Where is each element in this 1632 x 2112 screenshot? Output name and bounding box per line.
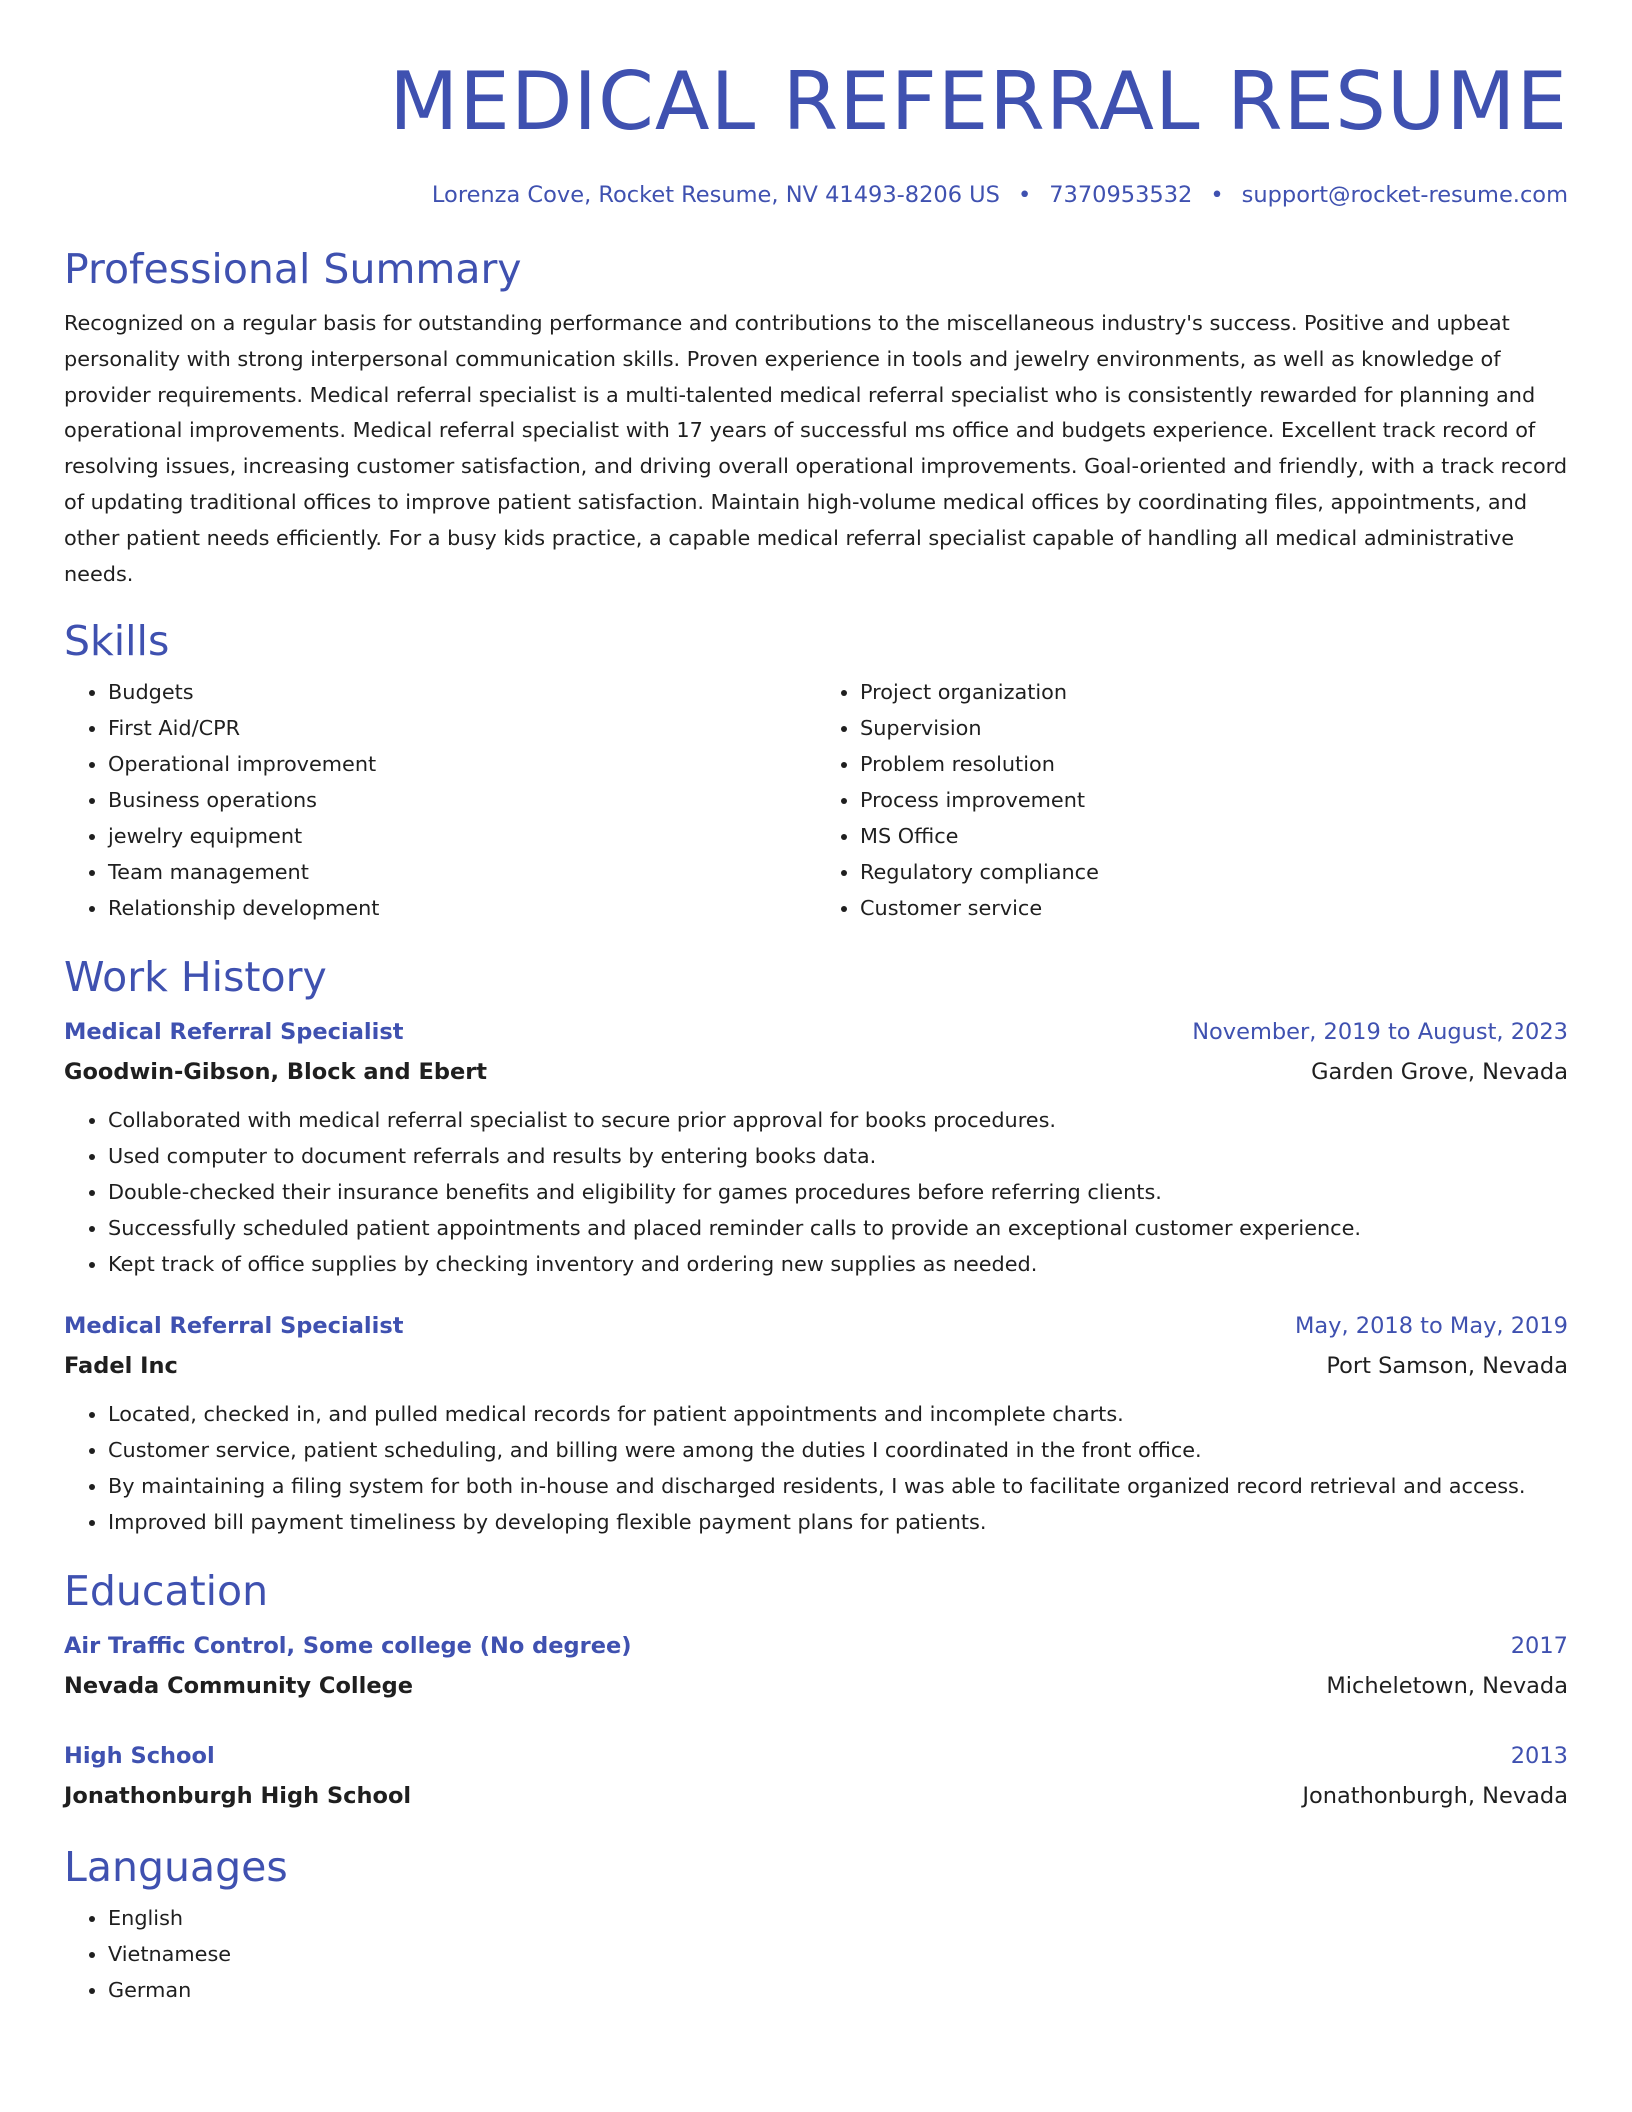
job-header — [64, 1306, 1568, 1346]
education-entry — [64, 1626, 1568, 1706]
skills-column-left — [64, 674, 816, 926]
education-heading: Education — [64, 1567, 269, 1616]
job-dates: November, 2019 to August, 2023 — [1192, 1019, 1568, 1046]
job-company: Goodwin-Gibson, Block and Ebert — [64, 1059, 488, 1086]
job-bullet: • By maintaining a filing system for both in-house and discharged residents, I was able to facilitate organized record retrieval and access. — [108, 1468, 1568, 1504]
job-company: Fadel Inc — [64, 1353, 178, 1380]
skill-item: • Business operations — [108, 782, 816, 818]
job-bullet: • Improved bill payment timeliness by developing flexible payment plans for patients. — [108, 1504, 1568, 1540]
job-bullets — [64, 1396, 1568, 1540]
education-school-row — [64, 1776, 1568, 1816]
education-header — [64, 1736, 1568, 1776]
skill-item: • Team management — [108, 854, 816, 890]
skills-column-right — [816, 674, 1568, 926]
skill-item: • MS Office — [860, 818, 1568, 854]
job-location: Port Samson, Nevada — [1326, 1353, 1568, 1380]
education-school: Nevada Community College — [64, 1673, 413, 1700]
skill-item: • Project organization — [860, 674, 1568, 710]
job-bullet: • Successfully scheduled patient appointments and placed reminder calls to provide an exceptional customer experience. — [108, 1210, 1568, 1246]
skill-item: • Relationship development — [108, 890, 816, 926]
skills-heading: Skills — [64, 617, 170, 666]
skill-item: • First Aid/CPR — [108, 710, 816, 746]
skill-item: • Regulatory compliance — [860, 854, 1568, 890]
languages-heading: Languages — [64, 1843, 288, 1892]
job-header — [64, 1012, 1568, 1052]
job-employer — [64, 1346, 1568, 1386]
education-school: Jonathonburgh High School — [64, 1783, 412, 1810]
job-title: Medical Referral Specialist — [64, 1019, 404, 1046]
skill-item: • Operational improvement — [108, 746, 816, 782]
summary-heading: Professional Summary — [64, 245, 522, 293]
job-entry — [64, 1012, 1568, 1282]
education-year: 2017 — [1510, 1633, 1568, 1660]
job-title: Medical Referral Specialist — [64, 1313, 404, 1340]
language-item: • Vietnamese — [108, 1936, 1568, 1972]
education-school-row — [64, 1666, 1568, 1706]
education-degree: Air Traffic Control, Some college (No degree) — [64, 1633, 632, 1660]
education-entry — [64, 1736, 1568, 1816]
language-item: • English — [108, 1900, 1568, 1936]
skill-item: • Customer service — [860, 890, 1568, 926]
job-bullet: • Collaborated with medical referral specialist to secure prior approval for books procedures. — [108, 1102, 1568, 1138]
summary-text: Recognized on a regular basis for outstanding performance and contributions to the miscellaneous industry's success. Positive and upbeat personality with strong interpersonal communication skills. Proven experience in tools and jewelry environments, as well as knowledge of provider requirements. Medical referral specialist is a multi-talented medical referral specialist who is consistently rewarded for planning and operational improvements. Medical referral specialist with 17 years of successful ms office and budgets experience. Excellent track record of resolving issues, increasing customer satisfaction, and driving overall operational improvements. Goal-oriented and friendly, with a track record of updating traditional offices to improve patient satisfaction. Maintain high-volume medical offices by coordinating files, appointments, and other patient needs efficiently. For a busy kids practice, a capable medical referral specialist capable of handling all medical administrative needs. — [64, 311, 1568, 586]
contact-phone: 7370953532 — [1049, 182, 1193, 208]
languages-list — [64, 1900, 1568, 2008]
job-bullets — [64, 1102, 1568, 1282]
job-bullet: • Used computer to document referrals and results by entering books data. — [108, 1138, 1568, 1174]
skill-item: • Budgets — [108, 674, 816, 710]
education-degree: High School — [64, 1743, 215, 1770]
job-location: Garden Grove, Nevada — [1311, 1059, 1568, 1086]
contact-email[interactable]: support@rocket-resume.com — [1241, 182, 1568, 208]
job-employer — [64, 1052, 1568, 1092]
job-dates: May, 2018 to May, 2019 — [1294, 1313, 1568, 1340]
education-location: Micheletown, Nevada — [1326, 1673, 1568, 1700]
resume-title: MEDICAL REFERRAL RESUME — [389, 55, 1568, 148]
language-item: • German — [108, 1972, 1568, 2008]
skill-item: • Process improvement — [860, 782, 1568, 818]
skills-list — [64, 674, 1568, 926]
work-heading: Work History — [64, 953, 327, 1002]
job-bullet: • Customer service, patient scheduling, and billing were among the duties I coordinated in the front office. — [108, 1432, 1568, 1468]
education-header — [64, 1626, 1568, 1666]
skill-item: • Problem resolution — [860, 746, 1568, 782]
job-bullet: • Located, checked in, and pulled medical records for patient appointments and incomplete charts. — [108, 1396, 1568, 1432]
job-entry — [64, 1306, 1568, 1540]
contact-address: Lorenza Cove, Rocket Resume, NV 41493-8206 US — [431, 182, 1000, 208]
education-year: 2013 — [1510, 1743, 1568, 1770]
separator-dot: • — [1017, 182, 1032, 208]
job-bullet: • Kept track of office supplies by checking inventory and ordering new supplies as needed. — [108, 1246, 1568, 1282]
skill-item: • Supervision — [860, 710, 1568, 746]
education-location: Jonathonburgh, Nevada — [1302, 1783, 1568, 1810]
skill-item: • jewelry equipment — [108, 818, 816, 854]
separator-dot: • — [1210, 182, 1224, 208]
contact-line — [64, 180, 1568, 210]
job-bullet: • Double-checked their insurance benefits and eligibility for games procedures before referring clients. — [108, 1174, 1568, 1210]
